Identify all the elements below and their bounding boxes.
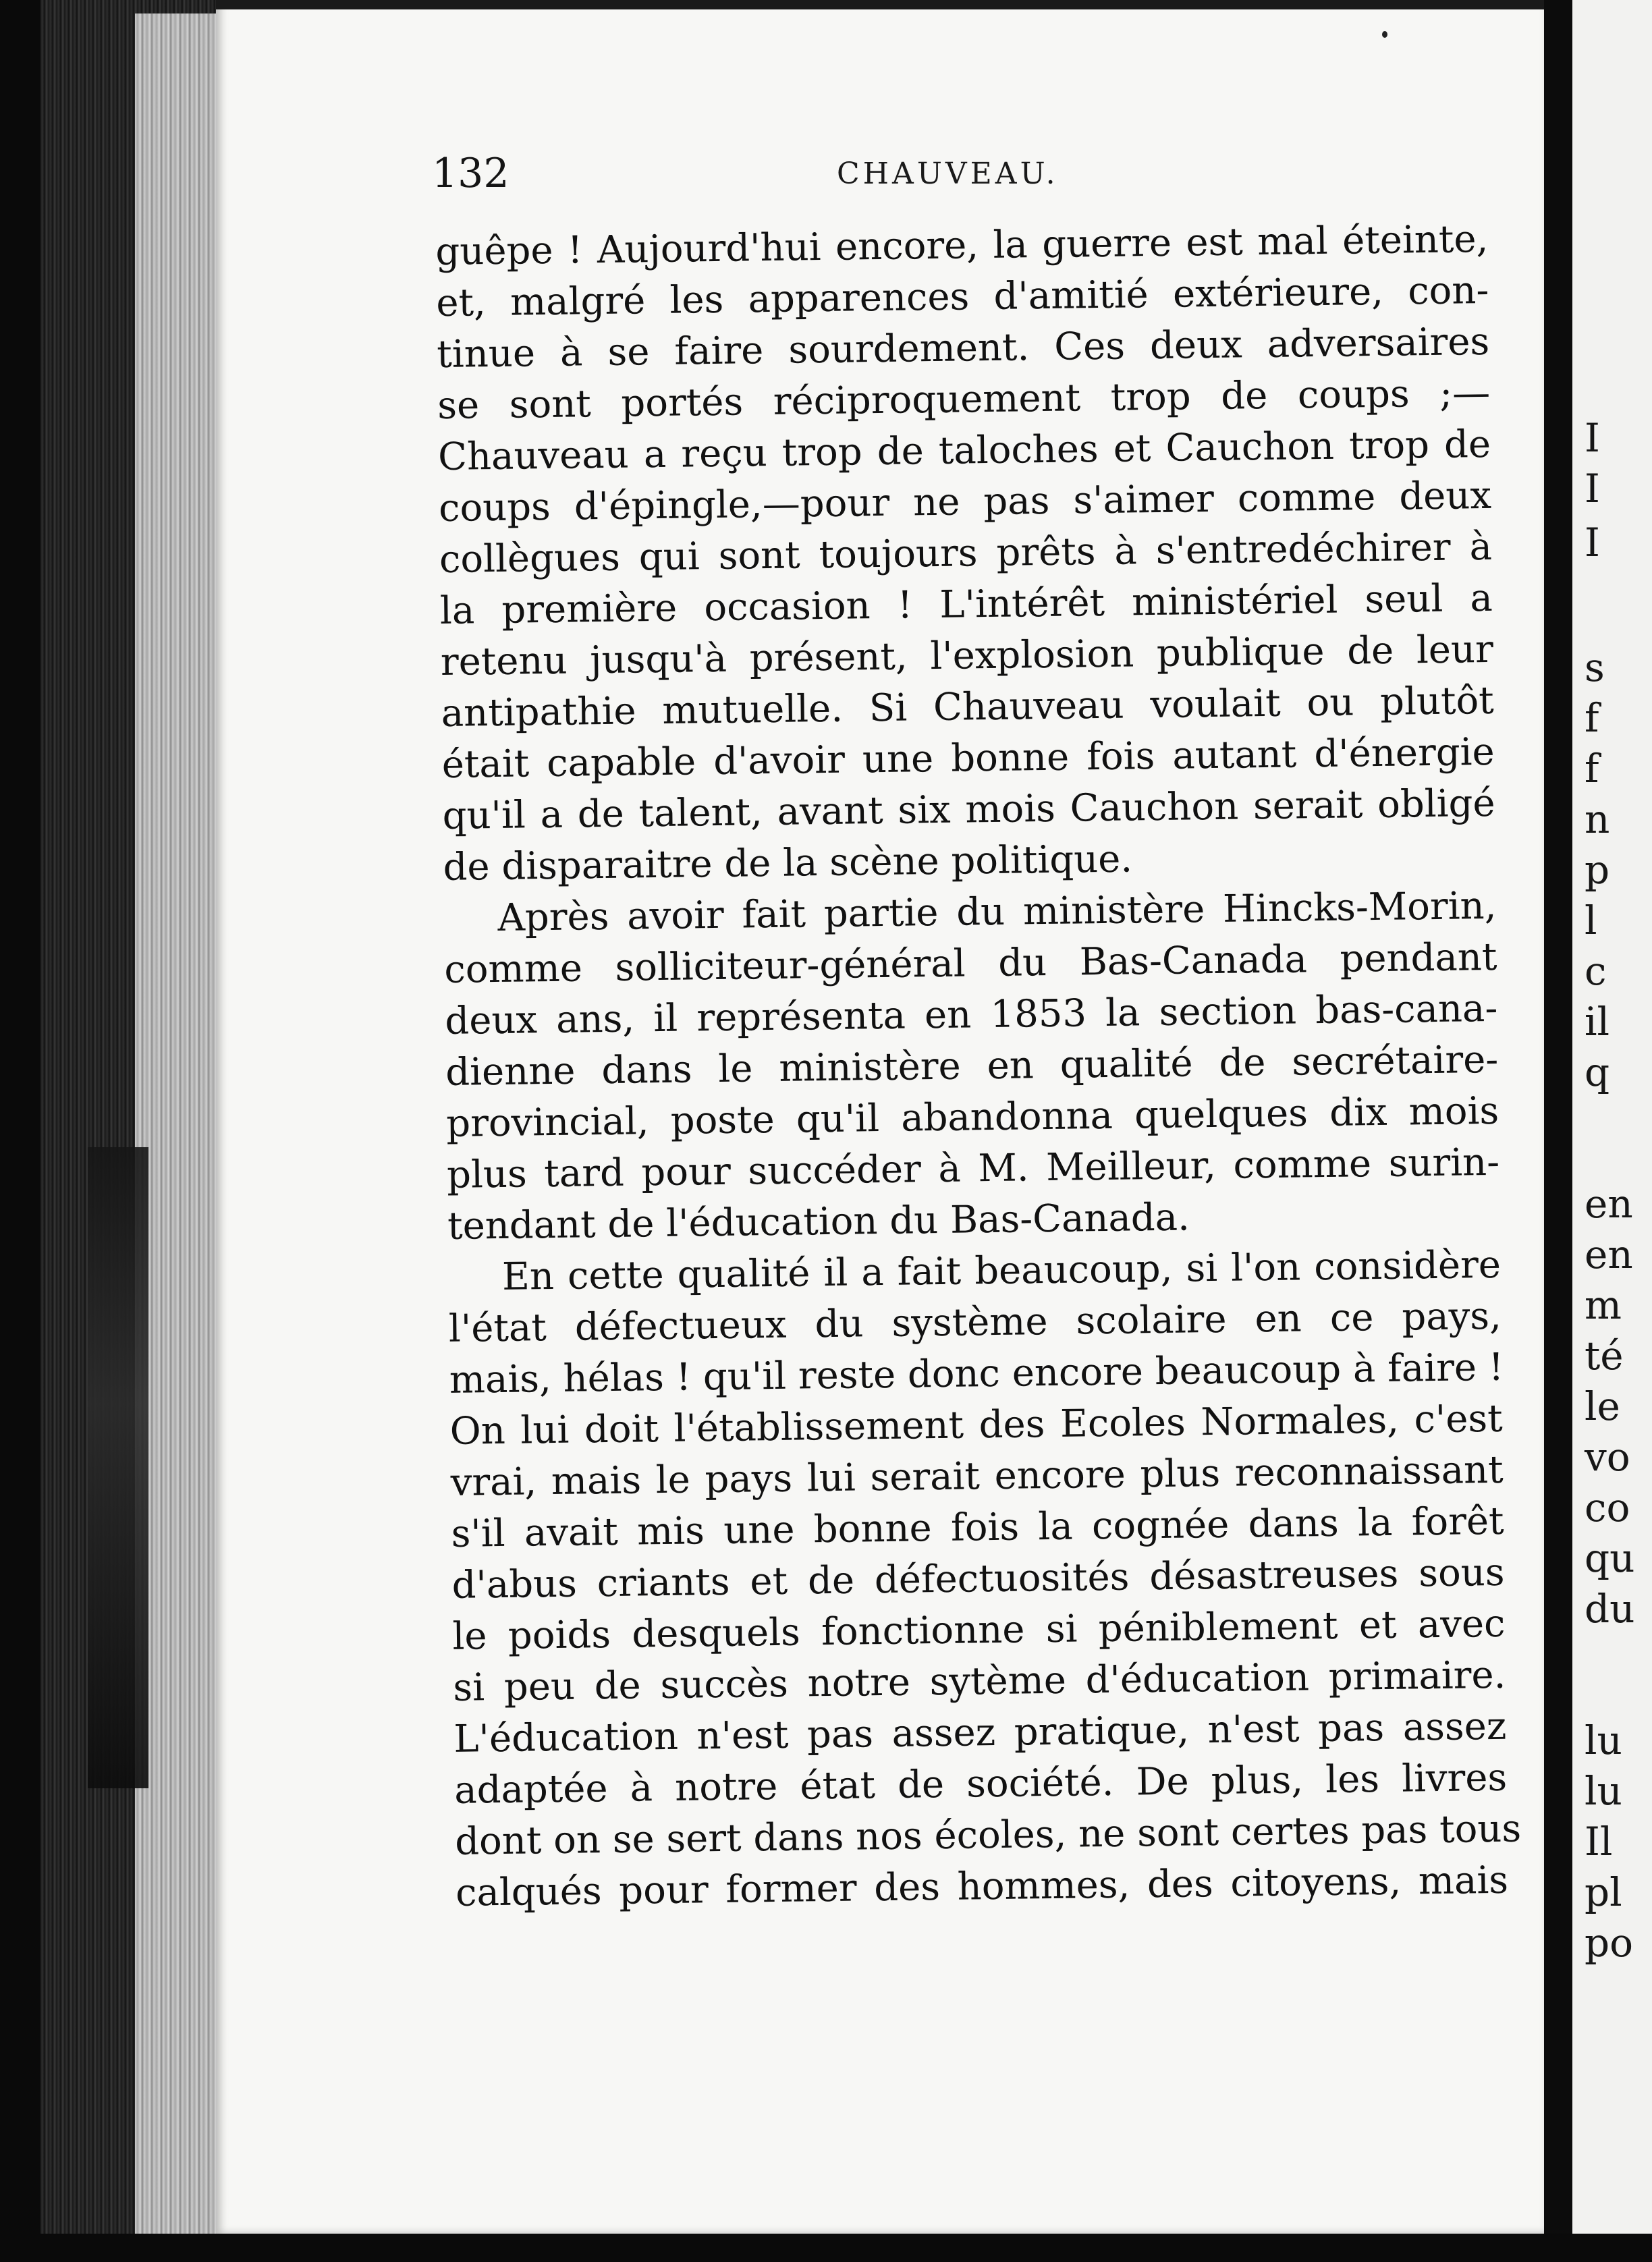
text-line: provincial, poste qu'il abandonna quelques dix mois <box>445 1088 1499 1146</box>
facing-text-fragment: en <box>1585 1181 1633 1227</box>
facing-text-fragment: s <box>1585 644 1605 690</box>
text-line: calqués pour former des hommes, des citoyens, mais <box>455 1858 1509 1915</box>
text-line: adaptée à notre état de société. De plus, les livres <box>453 1755 1508 1813</box>
text-line: deux ans, il représenta en 1853 la section bas-cana- <box>444 986 1498 1043</box>
page-top-shadow <box>216 0 1544 9</box>
facing-text-fragment: du <box>1585 1586 1635 1632</box>
facing-text-fragment: Il <box>1585 1819 1613 1865</box>
facing-text-fragment: l <box>1585 898 1597 943</box>
facing-text-fragment: vo <box>1585 1434 1630 1480</box>
facing-text-fragment: lu <box>1585 1768 1622 1814</box>
facing-text-fragment: I <box>1585 415 1600 461</box>
facing-text-fragment: I <box>1585 466 1600 512</box>
text-line: comme solliciteur-général du Bas-Canada pendant <box>444 935 1497 992</box>
text-line: dont on se sert dans nos écoles, ne sont certes pas tous <box>454 1806 1522 1864</box>
paragraph-end-line: de disparaitre de la scène politique. <box>443 837 1133 889</box>
facing-text-fragment: té <box>1585 1333 1624 1379</box>
facing-text-fragment: lu <box>1585 1717 1622 1763</box>
facing-text-fragment: pl <box>1585 1869 1622 1915</box>
text-line: coups d'épingle,—pour ne pas s'aimer comme deux <box>438 473 1492 530</box>
text-line: était capable d'avoir une bonne fois autant d'énergie <box>441 729 1495 787</box>
text-line: collègues qui sont toujours prêts à s'entredéchirer à <box>439 524 1493 582</box>
facing-text-fragment: q <box>1585 1049 1610 1095</box>
facing-text-fragment: p <box>1585 847 1610 893</box>
text-line: vrai, mais le pays lui serait encore plus reconnaissant <box>450 1447 1504 1505</box>
facing-text-fragment: po <box>1585 1920 1634 1966</box>
facing-text-fragment: m <box>1585 1282 1622 1328</box>
facing-text-fragment: n <box>1585 796 1610 842</box>
facing-text-fragment: qu <box>1585 1535 1635 1581</box>
text-line: s'il avait mis une bonne fois la cognée dans la forêt <box>451 1499 1504 1556</box>
text-line: mais, hélas ! qu'il reste donc encore beaucoup à faire ! <box>449 1345 1504 1402</box>
text-line: si peu de succès notre sytème d'éducation primaire. <box>453 1653 1506 1710</box>
facing-text-fragment: co <box>1585 1485 1630 1530</box>
text-line: l'état défectueux du système scolaire en ce pays, <box>448 1294 1502 1351</box>
facing-text-fragment: I <box>1585 520 1600 566</box>
scan-bottom-border <box>0 2234 1652 2262</box>
paragraph-end-line: tendant de l'éducation du Bas-Canada. <box>447 1195 1190 1248</box>
text-line: guêpe ! Aujourd'hui encore, la guerre est mal éteinte, <box>435 217 1489 274</box>
facing-text-fragment: en <box>1585 1232 1633 1277</box>
facing-page-fragment <box>1572 0 1652 2262</box>
page-edges <box>135 13 216 2234</box>
text-line: et, malgré les apparences d'amitié extérieure, con- <box>435 268 1489 325</box>
facing-text-fragment: f <box>1585 746 1599 792</box>
text-line: se sont portés réciproquement trop de coups ;— <box>437 370 1491 428</box>
text-line: L'éducation n'est pas assez pratique, n'est pas assez <box>453 1704 1507 1761</box>
facing-text-fragment: il <box>1585 999 1610 1045</box>
running-head: CHAUVEAU. <box>837 157 1059 191</box>
facing-text-fragment: f <box>1585 695 1599 741</box>
spine-library-stamp <box>88 1147 148 1788</box>
page-gutter <box>1544 0 1572 2262</box>
facing-text-fragment: c <box>1585 948 1607 994</box>
text-line: Chauveau a reçu trop de taloches et Cauchon trop de <box>437 422 1491 479</box>
text-line: tinue à se faire sourdement. Ces deux adversaires <box>436 319 1490 377</box>
text-line: antipathie mutuelle. Si Chauveau voulait ou plutôt <box>441 678 1495 736</box>
text-line: plus tard pour succéder à M. Meilleur, comme surin- <box>446 1140 1500 1197</box>
text-line: On lui doit l'établissement des Ecoles Normales, c'est <box>449 1396 1504 1454</box>
paragraph-start-line: Après avoir fait partie du ministère Hincks-Morin, <box>497 883 1497 940</box>
body-text <box>435 214 1522 1919</box>
text-line: qu'il a de talent, avant six mois Cauchon serait obligé <box>442 781 1495 838</box>
text-line: dienne dans le ministère en qualité de secrétaire- <box>445 1037 1499 1095</box>
text-line: la première occasion ! L'intérêt ministériel seul a <box>439 576 1493 633</box>
text-line: retenu jusqu'à présent, l'explosion publique de leur <box>440 627 1494 684</box>
ink-speck <box>1382 31 1387 38</box>
paragraph-start-line: En cette qualité il a fait beaucoup, si l'on considère <box>501 1242 1502 1299</box>
text-line: le poids desquels fonctionne si péniblement et avec <box>452 1601 1506 1659</box>
page-number: 132 <box>432 150 510 197</box>
facing-text-fragment: le <box>1585 1383 1620 1429</box>
text-line: d'abus criants et de défectuosités désastreuses sous <box>451 1550 1505 1607</box>
